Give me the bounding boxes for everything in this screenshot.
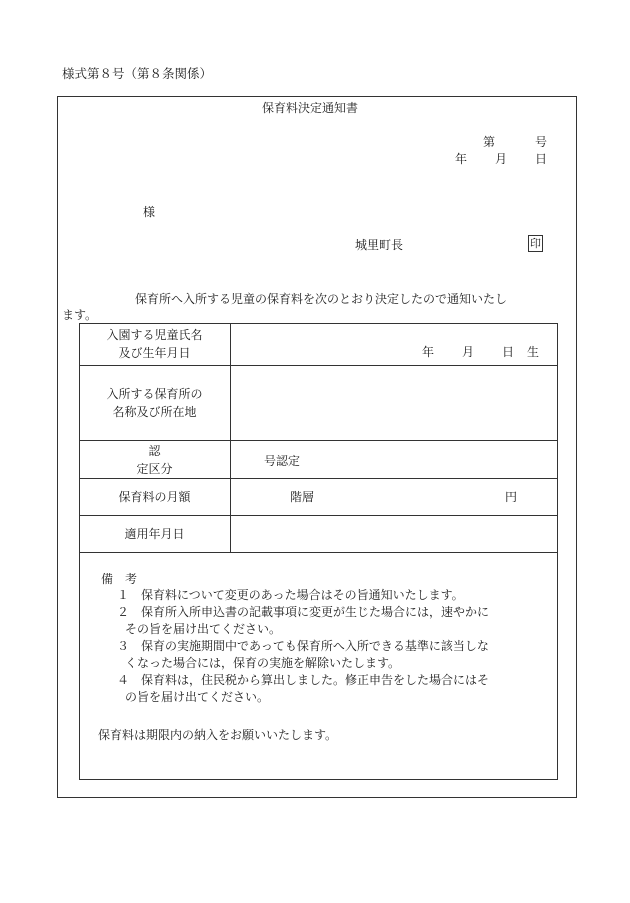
- birth-year: 年: [422, 345, 435, 359]
- table-row-divider: [79, 552, 558, 553]
- remark-item: ４ 保育料は，住民税から算出しました。修正申告をした場合にはそ: [117, 673, 490, 687]
- remark-item: ３ 保育の実施期間中であっても保育所へ入所できる基準に該当しな: [117, 639, 489, 653]
- apply-date-label: 適用年月日: [124, 527, 185, 541]
- remarks-heading: 備 考: [101, 572, 138, 586]
- date-year: 年: [455, 152, 468, 166]
- seal-stamp: 印: [530, 237, 541, 250]
- document-title: 保育料決定通知書: [262, 101, 359, 115]
- certification-label-line-2: 定区分: [136, 462, 173, 476]
- facility-label-line-1: 入所する保育所の: [106, 387, 203, 401]
- recipient-suffix: 様: [143, 205, 156, 219]
- fee-unit: 円: [505, 490, 518, 504]
- doc-number-dai: 第: [483, 135, 496, 149]
- form-label: 様式第８号（第８条関係）: [62, 66, 213, 81]
- certification-label-line-1: 認: [148, 444, 161, 458]
- monthly-fee-label: 保育料の月額: [118, 490, 191, 504]
- certification-value: 号認定: [264, 454, 301, 468]
- issuer: 城里町長: [355, 238, 404, 252]
- birth-born: 生: [527, 345, 540, 359]
- fee-tier-label: 階層: [290, 490, 315, 504]
- date-day: 日: [535, 152, 548, 166]
- birth-month: 月: [462, 345, 475, 359]
- date-month: 月: [495, 152, 508, 166]
- birth-day: 日: [502, 345, 515, 359]
- table-row-divider: [79, 440, 558, 441]
- certification-label: [79, 442, 230, 478]
- child-name-label-line-1: 入園する児童氏名: [106, 328, 203, 342]
- remarks-list: [117, 587, 489, 706]
- child-name-label-line-2: 及び生年月日: [118, 346, 191, 360]
- table-row-divider: [79, 478, 558, 479]
- facility-label-line-2: 名称及び所在地: [112, 405, 197, 419]
- remark-item: その旨を届け出てください。: [125, 622, 282, 636]
- remark-item: １ 保育料について変更のあった場合はその旨通知いたします。: [117, 588, 464, 602]
- payment-notice: 保育料は期限内の納入をお願いいたします。: [98, 728, 338, 742]
- facility-label: [79, 385, 230, 421]
- table-row-divider: [79, 515, 558, 516]
- remark-item: ２ 保育所入所申込書の記載事項に変更が生じた場合には，速やかに: [117, 605, 490, 619]
- table-row-divider: [79, 365, 558, 366]
- intro-line-1: 保育所へ入所する児童の保育料を次のとおり決定したので通知いたし: [135, 292, 508, 306]
- intro-line-2: ます。: [62, 308, 98, 322]
- table-column-divider: [230, 323, 231, 552]
- doc-number-go: 号: [535, 135, 548, 149]
- remark-item: の旨を届け出てください。: [125, 690, 270, 704]
- child-name-label: [79, 326, 230, 362]
- remark-item: くなった場合には，保育の実施を解除いたします。: [125, 656, 401, 670]
